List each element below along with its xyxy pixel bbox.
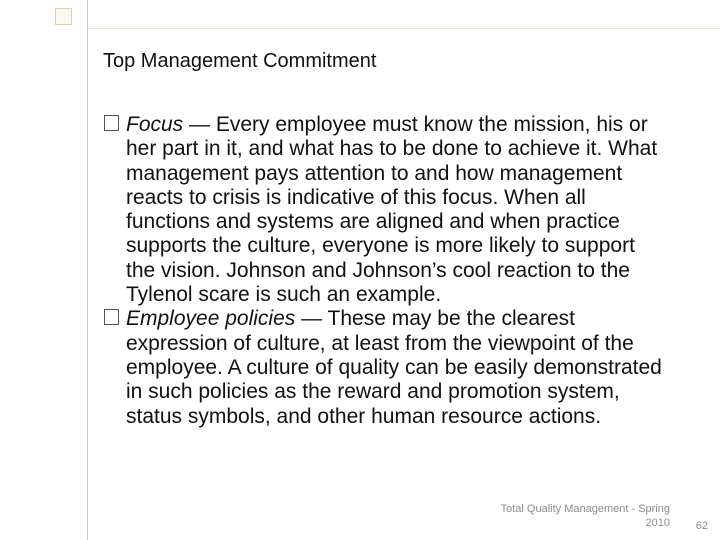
footer-course-info: Total Quality Management - Spring 2010 — [500, 503, 670, 529]
slide-left-rule — [87, 0, 88, 540]
page-number: 62 — [695, 520, 708, 532]
slide-corner-decoration — [55, 8, 72, 25]
slide-top-frame — [87, 0, 720, 29]
square-bullet-icon — [104, 115, 119, 131]
bullet-focus — [104, 113, 664, 307]
square-bullet-icon — [104, 309, 119, 325]
bullet-employee-policies — [104, 307, 664, 428]
bullet-term: Employee policies — [126, 307, 296, 331]
bullet-text: — Every employee must know the mission, his or her part in it, and what has to be done to achieve it. What management pays attention to and how management reacts to crisis is indicative of this focus. When all functions and systems are aligned and when practice supports the culture, everyone is more likely to support the vision. Johnson and Johnson’s cool reaction to the Tylenol scare is such an example. — [126, 113, 658, 307]
slide-content — [104, 113, 664, 429]
bullet-text: — These may be the clearest expression of culture, at least from the viewpoint of the employee. A culture of quality can be easily demonstrated in such policies as the reward and promotion system, status symbols, and other human resource actions. — [126, 307, 662, 428]
slide-title: Top Management Commitment — [103, 50, 377, 72]
bullet-term: Focus — [126, 113, 184, 136]
